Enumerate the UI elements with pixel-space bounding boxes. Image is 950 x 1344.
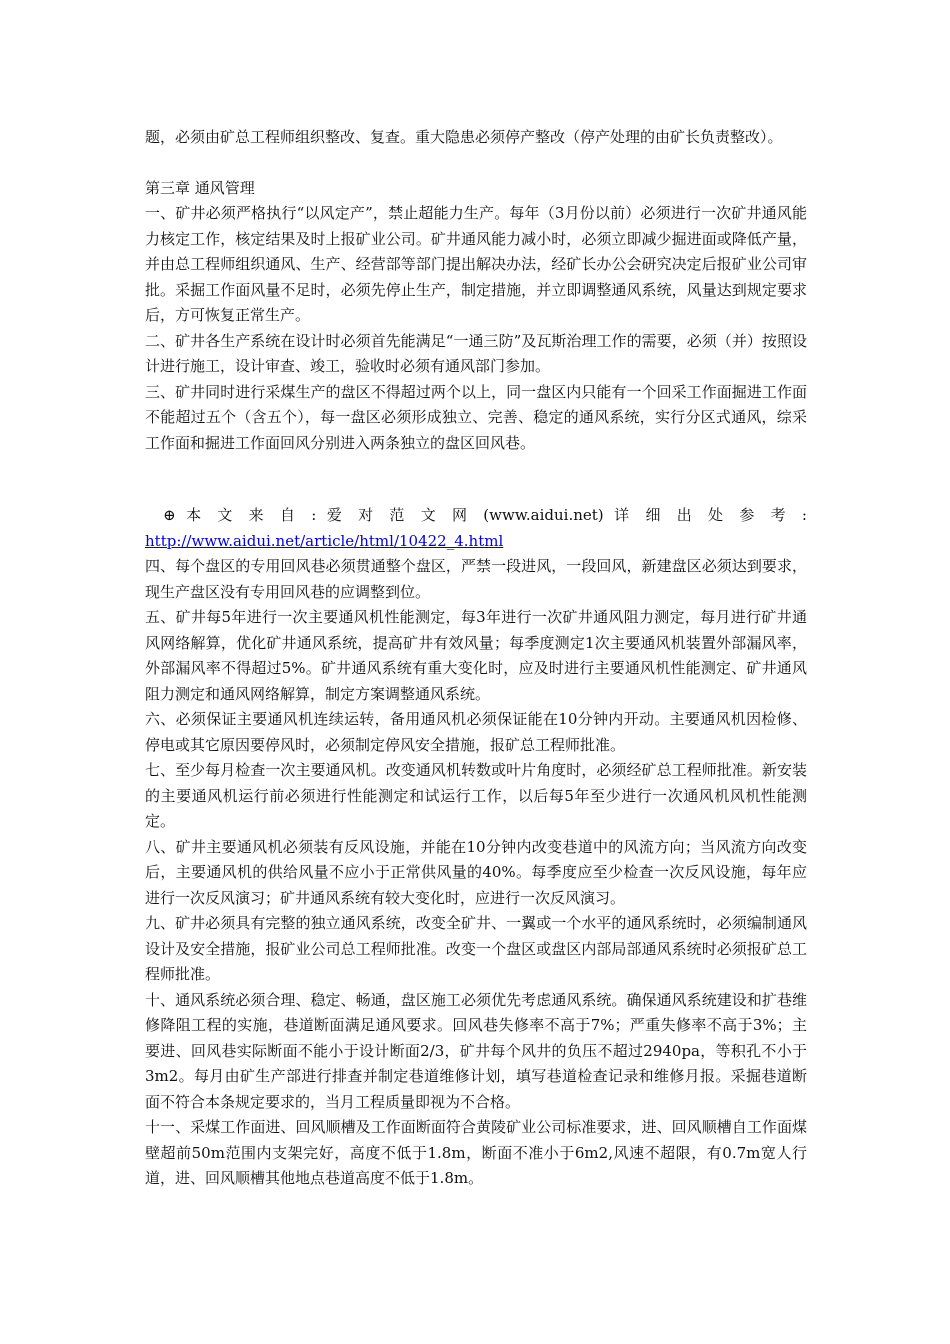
source-link[interactable]: http://www.aidui.net/article/html/10422_4.html xyxy=(145,531,504,550)
chapter-title: 第三章 通风管理 xyxy=(145,178,255,197)
article-6: 六、必须保证主要通风机连续运转，备用通风机必须保证能在10分钟内开动。主要通风机因检修、停电或其它原因要停风时，必须制定停风安全措施，报矿总工程师批准。 xyxy=(145,710,807,754)
article-2: 二、矿井各生产系统在设计时必须首先能满足“一通三防”及瓦斯治理工作的需要，必须（并）按照设计进行施工，设计审查、竣工，验收时必须有通风部门参加。 xyxy=(145,331,807,375)
article-4: 四、每个盘区的专用回风巷必须贯通整个盘区，严禁一段进风，一段回风，新建盘区必须达到要求，现生产盘区没有专用回风巷的应调整到位。 xyxy=(145,557,807,601)
source-link-line xyxy=(145,529,807,555)
article-8: 八、矿井主要通风机必须装有反风设施，并能在10分钟内改变巷道中的风流方向；当风流方向改变后，主要通风机的供给风量不应小于正常供风量的40%。每季度应至少检查一次反风设施，每年应进行一次反风演习；矿井通风系统有较大变化时，应进行一次反风演习。 xyxy=(145,837,807,907)
document-body xyxy=(145,125,807,1192)
article-1: 一、矿井必须严格执行“以风定产”，禁止超能力生产。每年（3月份以前）必须进行一次矿井通风能力核定工作，核定结果及时上报矿业公司。矿井通风能力减小时，必须立即减少掘进面或降低产量，并由总工程师组织通风、生产、经营部等部门提出解决办法，经矿长办公会研究决定后报矿业公司审批。采掘工作面风量不足时，必须先停止生产，制定措施，并立即调整通风系统，风量达到规定要求后，方可恢复正常生产。 xyxy=(145,204,807,324)
paragraph-continuation: 题，必须由矿总工程师组织整改、复查。重大隐患必须停产整改（停产处理的由矿长负责整改）。 xyxy=(145,128,783,146)
article-9: 九、矿井必须具有完整的独立通风系统，改变全矿井、一翼或一个水平的通风系统时，必须编制通风设计及安全措施，报矿业公司总工程师批准。改变一个盘区或盘区内部局部通风系统时必须报矿总工程师批准。 xyxy=(145,914,807,983)
paragraph-spacer xyxy=(145,151,807,176)
article-10: 十、通风系统必须合理、稳定、畅通，盘区施工必须优先考虑通风系统。确保通风系统建设和扩巷维修降阻工程的实施，巷道断面满足通风要求。回风巷失修率不高于7%；严重失修率不高于3%；主要进、回风巷实际断面不能小于设计断面2/3，矿井每个风井的负压不超过2940pa，等积孔不小于3m2。每月由矿生产部进行排查并制定巷道维修计划，填写巷道检查记录和维修月报。采掘巷道断面不符合本条规定要求的，当月工程质量即视为不合格。 xyxy=(145,990,807,1111)
section-spacer xyxy=(145,456,807,503)
article-5: 五、矿井每5年进行一次主要通风机性能测定，每3年进行一次矿井通风阻力测定，每月进行矿井通风网络解算，优化矿井通风系统，提高矿井有效风量；每季度测定1次主要通风机装置外部漏风率，外部漏风率不得超过5%。矿井通风系统有重大变化时，应及时进行主要通风机性能测定、矿井通风阻力测定和通风网络解算，制定方案调整通风系统。 xyxy=(145,608,807,703)
article-3: 三、矿井同时进行采煤生产的盘区不得超过两个以上，同一盘区内只能有一个回采工作面掘进工作面不能超过五个（含五个），每一盘区必须形成独立、完善、稳定的通风系统，实行分区式通风，综采工作面和掘进工作面回风分别进入两条独立的盘区回风巷。 xyxy=(145,382,807,452)
source-attribution: ⊕ 本 文 来 自 : 爱 对 范 文 网 (www.aidui.net) 详 细 出 处 参 考 : xyxy=(163,506,807,524)
article-7: 七、至少每月检查一次主要通风机。改变通风机转数或叶片角度时，必须经矿总工程师批准。新安装的主要通风机运行前必须进行性能测定和试运行工作，以后每5年至少进行一次通风机风机性能测定。 xyxy=(145,761,807,830)
article-11: 十一、采煤工作面进、回风顺槽及工作面断面符合黄陵矿业公司标准要求，进、回风顺槽自工作面煤壁超前50m范围内支架完好，高度不低于1.8m，断面不准小于6m2,风速不超限，有0.7m宽人行道，进、回风顺槽其他地点巷道高度不低于1.8m。 xyxy=(145,1118,807,1187)
